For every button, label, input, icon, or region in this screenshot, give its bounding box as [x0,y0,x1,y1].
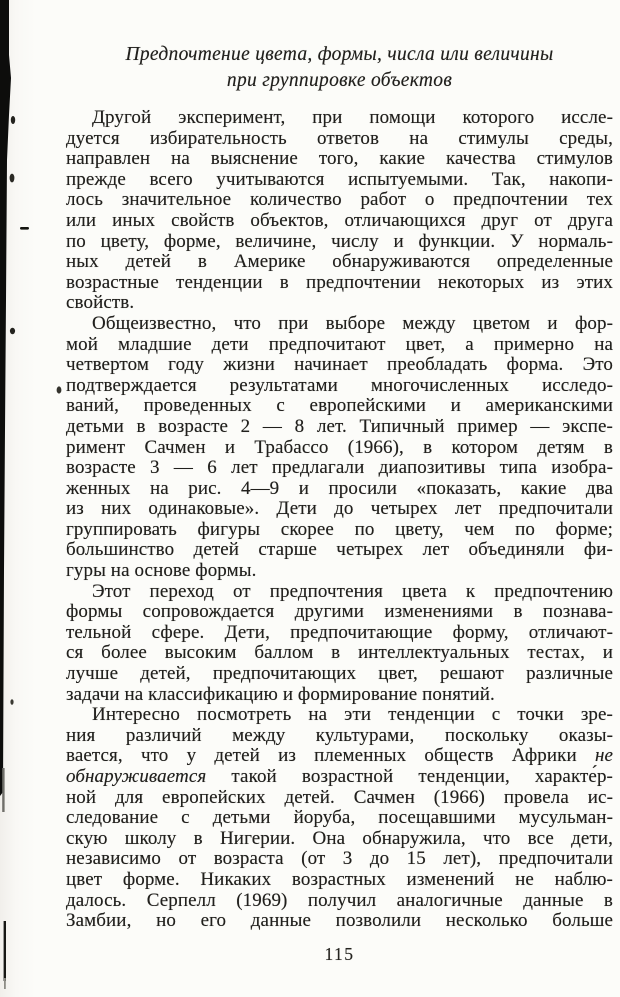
paragraph [66,582,613,706]
text-line: ся более высоким баллом в интеллектуальных тестах, и [66,642,613,664]
section-heading [66,42,613,94]
text-line: ваний, проведенных с европейскими и американскими [66,395,613,417]
text-line: далось. Серпелл (1969) получил аналогичные данные в [66,889,613,911]
text-line: подтверждается результатами многочисленных исследо- [66,374,613,396]
text-line: скую школу в Нигерии. Она обнаружила, что все дети, [66,827,613,849]
text-line: римент Сачмен и Трабассо (1966), в котором детям в [66,436,613,458]
text-segment: такой возрастной тенденции, характе́р- [231,766,613,787]
text-line [66,746,613,767]
text-line: направлен на выяснение того, какие качества стимулов [66,148,613,170]
text-line: формы сопровождается другими изменениями в познава- [66,601,613,623]
text-line: возрастные тенденции в предпочтении некоторых из этих [66,271,613,293]
text-line: Общеизвестно, что при выборе между цветом и фор- [92,312,613,334]
text-column [66,42,613,932]
text-segment-italic: не [594,745,613,767]
text-line: следование с детьми йоруба, посещавшими мусульман- [66,807,613,829]
text-line: ных детей в Америке обнаруживаются определенные [66,251,613,273]
text-line: свойств. [66,292,135,314]
text-line [66,767,613,788]
page-number: 115 [324,944,355,964]
text-line: ния различий между культурами, поскольку оказы- [66,724,613,746]
text-line: прежде всего учитываются испытуемыми. Так, накопи- [66,168,613,190]
text-line: по цвету, форме, величине, числу и функции. У нормаль- [66,230,613,252]
text-line: возрасте 3 — 6 лет предлагали диапозитивы типа изобра- [66,457,613,479]
text-line: дуется избирательность ответов на стимулы среды, [66,127,613,149]
text-line: или иных свойств объектов, отличающихся друг от друга [66,209,613,231]
text-line: ной для европейских детей. Сачмен (1966) провела ис- [66,786,613,808]
text-line: женных на рис. 4—9 и просили «показать, какие два [66,477,613,499]
text-line: большинство детей старше четырех лет объединяли фи- [66,539,613,561]
text-segment: вается, что у детей из племенных обществ Африки [66,745,577,767]
text-line: лучше детей, предпочитающих цвет, решают различные [66,663,613,685]
text-line: группировать фигуры скорее по цвету, чем по форме; [66,518,613,540]
text-line: Замбии, но его данные позволили несколько больше [66,910,613,932]
text-line: задачи на классификацию и формирование понятий. [66,683,495,705]
text-line: мой младшие дети предпочитают цвет, а примерно на [66,333,613,355]
paragraph [66,705,613,932]
text-line: Интересно посмотреть на эти тенденции с точки зре- [92,704,613,726]
text-segment-italic: обнаруживается [66,766,207,787]
text-line: независимо от возраста (от 3 до 15 лет), предпочитали [66,848,613,870]
text-line: тельной сфере. Дети, предпочитающие форму, отличают- [66,621,613,643]
section-heading-line-1: Предпочтение цвета, формы, числа или величины [125,44,554,65]
text-line: гуры на основе формы. [66,560,257,582]
text-line: цвет форме. Никаких возрастных изменений не наблю- [66,868,613,890]
text-line: из них одинаковые». Дети до четырех лет предпочитали [66,498,613,520]
text-line: лось значительное количество работ о предпочтении тех [66,189,613,211]
text-line: Другой эксперимент, при помощи которого иссле- [92,107,613,128]
text-line: Этот переход от предпочтения цвета к предпочтению [92,580,613,602]
text-line: детьми в возрасте 2 — 8 лет. Типичный пример — экспе- [66,415,613,437]
paragraph [66,108,613,314]
section-heading-line-2: при группировке объектов [226,70,453,91]
text-line: четвертом году жизни начинает преобладать форма. Это [66,354,613,376]
paragraph [66,314,613,582]
